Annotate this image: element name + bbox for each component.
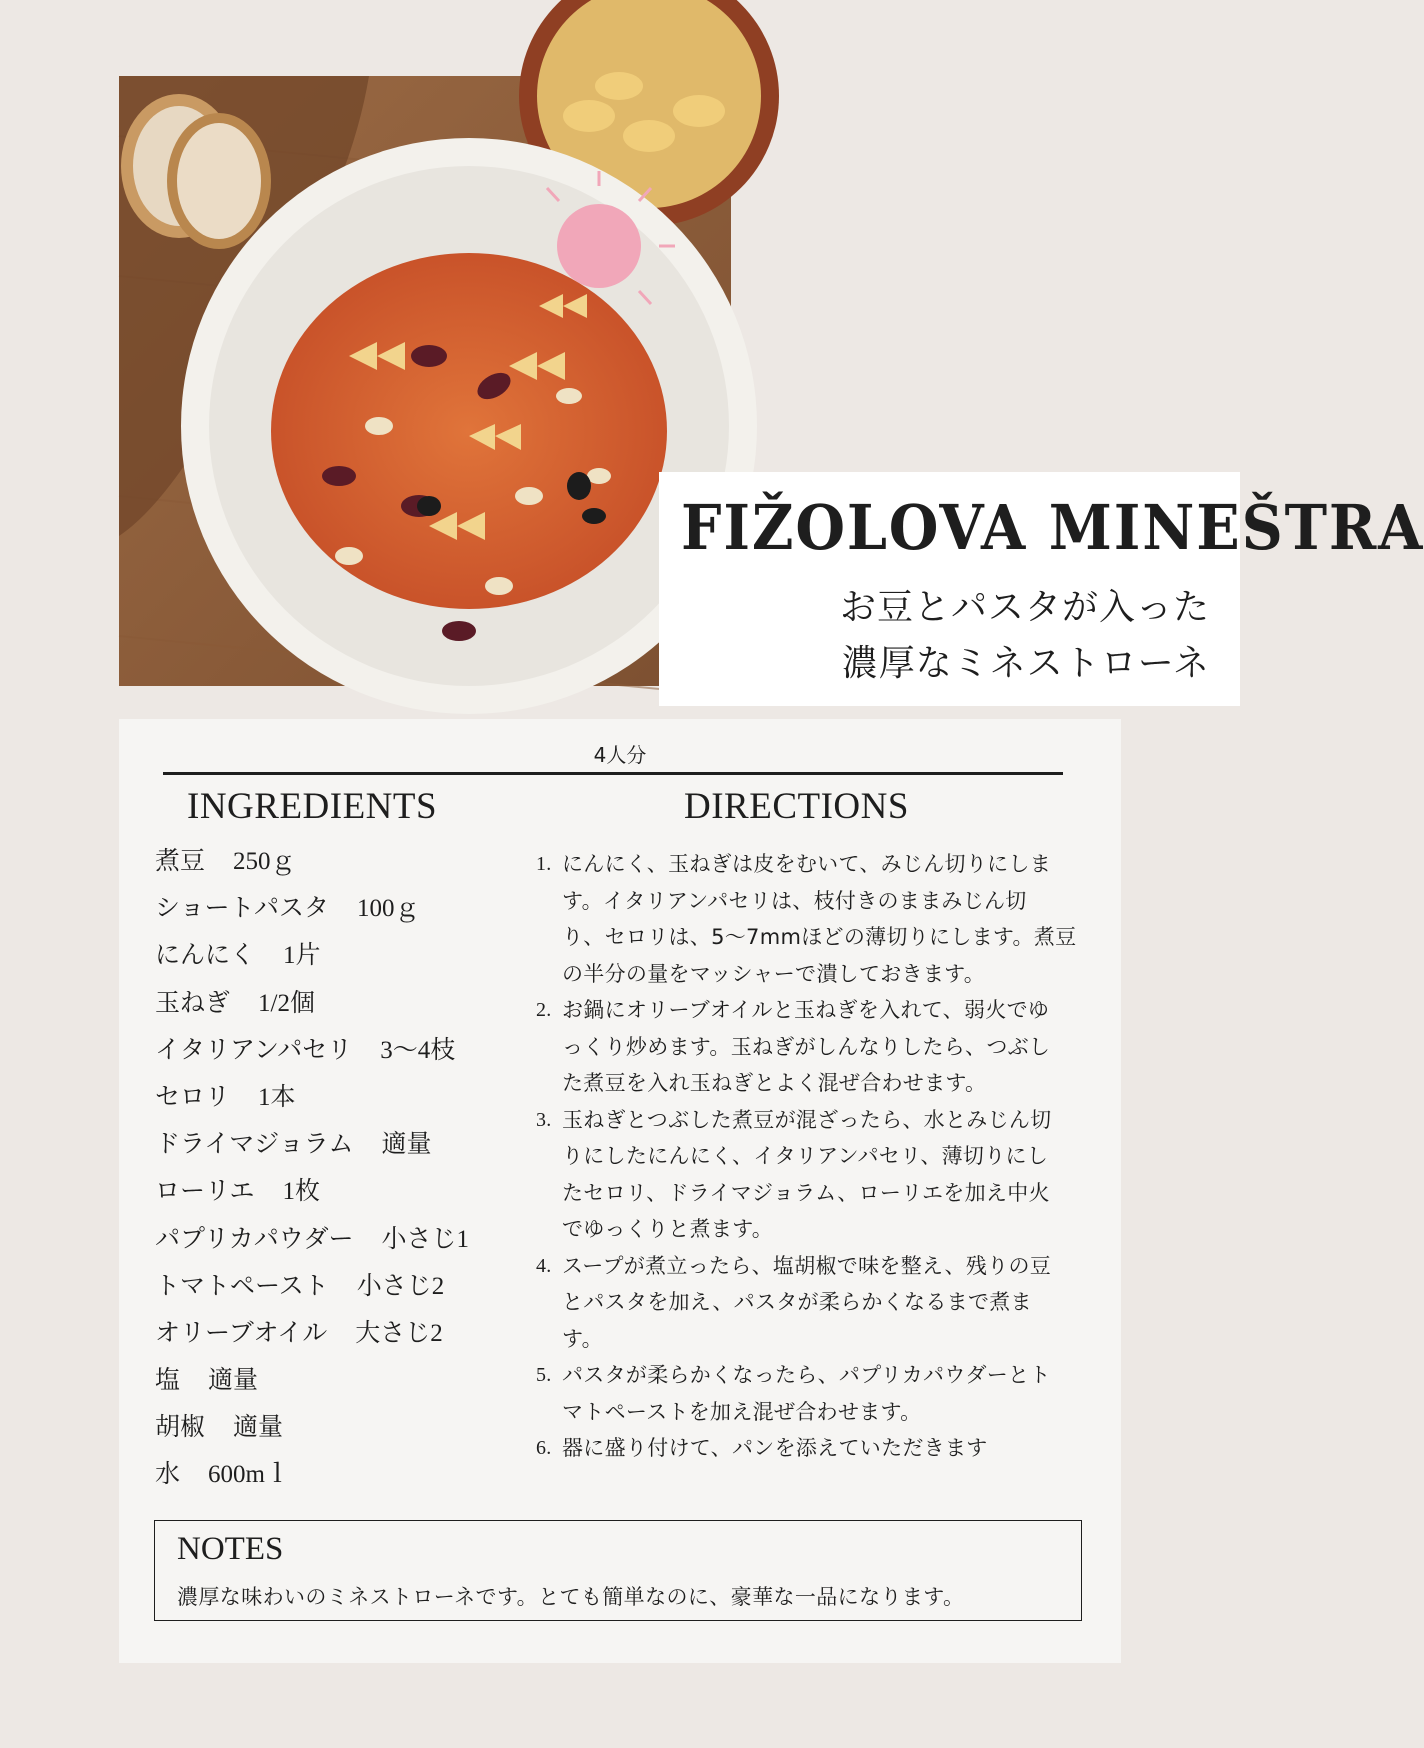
direction-step — [536, 1248, 1106, 1358]
ingredient-item — [155, 1215, 575, 1262]
step-text-line: にんにく、玉ねぎは皮をむいて、みじん切りにしま — [562, 852, 1052, 876]
step-text-line: す。イタリアンパセリは、枝付きのままみじん切 — [562, 888, 1027, 913]
step-text-line: 玉ねぎとつぶした煮豆が混ざったら、水とみじん切 — [562, 1107, 1052, 1132]
step-text-line: とパスタを加え、パスタが柔らかくなるまで煮ま — [562, 1290, 1032, 1314]
step-text-line: お鍋にオリーブオイルと玉ねぎを入れて、弱火でゆ — [562, 998, 1050, 1022]
notes-box — [154, 1520, 1082, 1621]
ingredient-item — [155, 884, 575, 931]
ingredient-name: 玉ねぎ — [155, 987, 231, 1017]
direction-step — [536, 1357, 1106, 1430]
ingredient-item — [155, 979, 575, 1026]
ingredient-amount: 250ｇ — [233, 848, 296, 875]
ingredient-item — [155, 1403, 575, 1450]
step-text-line: の半分の量をマッシャーで潰しておきます。 — [562, 961, 986, 986]
step-text-line: マトペーストを加え混ぜ合わせます。 — [562, 1399, 922, 1424]
step-text-line: た煮豆を入れ玉ねぎとよく混ぜ合わせます。 — [562, 1071, 987, 1095]
soup-bowl-illustration — [119, 76, 731, 686]
ingredient-amount: 適量 — [208, 1367, 259, 1395]
ingredient-amount: 大さじ2 — [355, 1319, 443, 1347]
ingredient-amount: 1枚 — [282, 1178, 321, 1206]
ingredient-name: ショートパスタ — [155, 893, 330, 923]
ingredients-list — [155, 837, 575, 1498]
ingredient-name: ローリエ — [155, 1176, 255, 1206]
step-number: 4. — [536, 1254, 552, 1277]
subtitle-line-1: お豆とパスタが入った — [839, 587, 1210, 628]
directions-heading: DIRECTIONS — [684, 786, 909, 827]
ingredient-item — [155, 1026, 575, 1073]
ingredient-amount: 600mｌ — [208, 1461, 290, 1489]
step-text-line: でゆっくりと煮ます。 — [562, 1217, 774, 1241]
ingredient-amount: 小さじ2 — [356, 1272, 445, 1300]
ingredient-item — [155, 931, 575, 978]
ingredient-item — [155, 837, 575, 884]
recipe-title: FIŽOLOVA MINEŠTRA — [681, 491, 1424, 564]
step-text-line: す。 — [562, 1326, 603, 1351]
ingredient-name: にんにく — [155, 940, 256, 970]
ingredient-amount: 100ｇ — [357, 895, 420, 923]
direction-step — [536, 846, 1106, 992]
ingredient-name: トマトペースト — [155, 1270, 329, 1300]
ingredient-amount: 小さじ1 — [381, 1225, 470, 1253]
recipe-photo — [119, 76, 731, 686]
ingredient-amount: 3〜4枝 — [380, 1036, 456, 1064]
step-number: 1. — [536, 853, 552, 875]
ingredient-amount: 1本 — [258, 1083, 296, 1111]
ingredient-item — [155, 1450, 575, 1497]
step-text-line: 器に盛り付けて、パンを添えていただきます — [562, 1436, 988, 1460]
ingredient-item — [155, 1262, 575, 1309]
step-number: 2. — [536, 999, 552, 1021]
notes-text: 濃厚な味わいのミネストローネです。とても簡単なのに、豪華な一品になります。 — [177, 1585, 965, 1609]
step-number: 6. — [536, 1437, 552, 1459]
ingredient-item — [155, 1120, 575, 1167]
step-text-line: っくり炒めます。玉ねぎがしんなりしたら、つぶし — [562, 1034, 1051, 1059]
ingredient-name: 煮豆 — [155, 846, 206, 875]
ingredient-item — [155, 1356, 575, 1403]
ingredients-heading: INGREDIENTS — [187, 786, 438, 827]
step-number: 5. — [536, 1364, 552, 1386]
step-text-line: り、セロリは、5〜7mmほどの薄切りにします。煮豆 — [562, 925, 1077, 949]
ingredient-amount: 1/2個 — [258, 989, 315, 1017]
ingredient-name: パプリカパウダー — [155, 1223, 354, 1253]
direction-step — [536, 992, 1106, 1102]
ingredient-name: オリーブオイル — [155, 1317, 328, 1347]
recipe-card — [119, 719, 1121, 1663]
ingredient-name: イタリアンパセリ — [155, 1034, 353, 1064]
ingredient-item — [155, 1073, 575, 1120]
ingredient-item — [155, 1167, 575, 1214]
subtitle-line-2: 濃厚なミネストローネ — [841, 643, 1210, 684]
ingredient-item — [155, 1309, 575, 1356]
direction-step — [536, 1102, 1106, 1248]
directions-list — [536, 846, 1106, 1467]
ingredient-name: ドライマジョラム — [155, 1129, 354, 1159]
ingredient-name: セロリ — [155, 1081, 231, 1111]
recipe-subtitle — [840, 580, 1210, 692]
ingredient-name: 水 — [155, 1459, 181, 1489]
step-text-line: たセロリ、ドライマジョラム、ローリエを加え中火 — [562, 1180, 1050, 1205]
ingredient-name: 胡椒 — [155, 1412, 206, 1442]
step-text-line: スープが煮立ったら、塩胡椒で味を整え、残りの豆 — [562, 1253, 1052, 1278]
ingredient-amount: 適量 — [233, 1414, 284, 1442]
ingredient-amount: 1片 — [283, 942, 321, 970]
divider — [163, 772, 1063, 775]
ingredient-name: 塩 — [155, 1365, 181, 1395]
title-card — [659, 472, 1424, 706]
notes-heading: NOTES — [177, 1531, 284, 1567]
step-text-line: パスタが柔らかくなったら、パプリカパウダーとト — [562, 1363, 1051, 1387]
step-number: 3. — [536, 1108, 552, 1131]
servings-label: 4人分 — [593, 743, 647, 767]
ingredient-amount: 適量 — [381, 1131, 432, 1159]
step-text-line: りにしたにんにく、イタリアンパセリ、薄切りにし — [562, 1144, 1049, 1168]
direction-step — [536, 1430, 1106, 1467]
